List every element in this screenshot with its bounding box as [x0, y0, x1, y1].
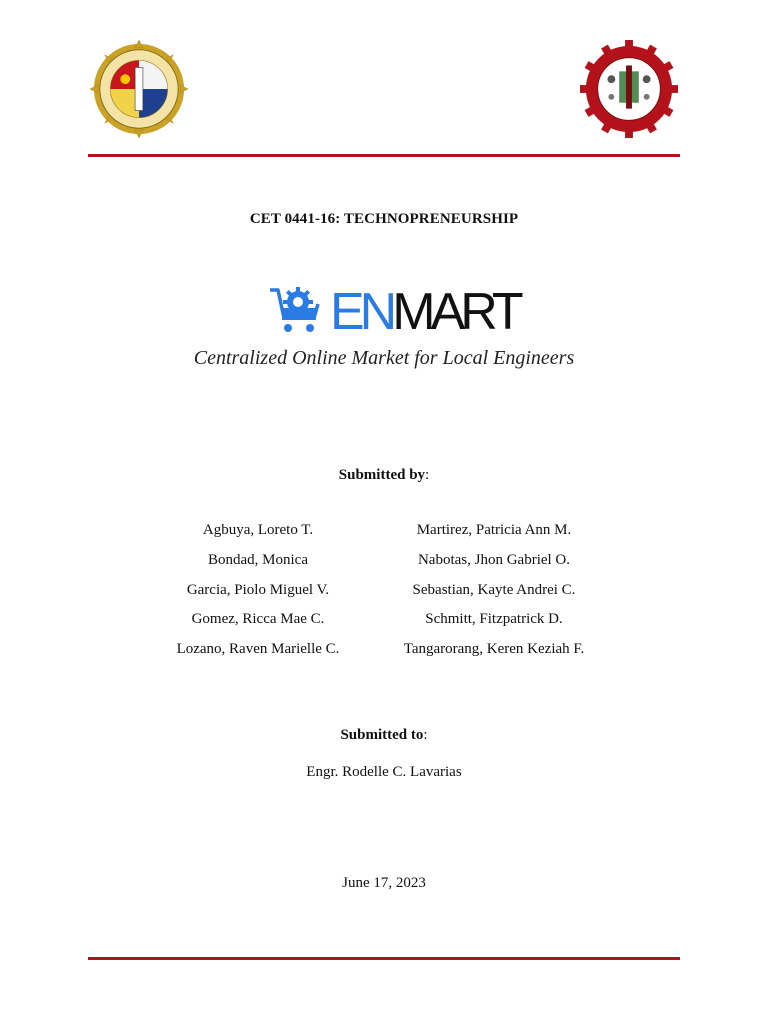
authors-left-column: [158, 518, 358, 667]
submission-date: June 17, 2023: [342, 875, 426, 891]
author-name: Martirez, Patricia Ann M.: [416, 522, 572, 538]
brand-en: EN: [330, 283, 393, 341]
course-title: CET 0441-16: TECHNOPRENEURSHIP: [249, 211, 519, 227]
brand-wordmark: [330, 283, 519, 341]
bottom-divider: [88, 957, 680, 960]
submitted-by-label: Submitted by:: [338, 467, 430, 483]
top-divider: [88, 154, 680, 157]
university-seal-icon: [90, 40, 188, 138]
submitted-to-label: Submitted to:: [340, 727, 428, 743]
author-name: Lozano, Raven Marielle C.: [176, 641, 340, 658]
author-name: Nabotas, Jhon Gabriel O.: [417, 551, 571, 568]
author-name: Bondad, Monica: [208, 551, 308, 568]
tagline: Centralized Online Market for Local Engineers: [193, 347, 575, 369]
author-name: Tangarorang, Keren Keziah F.: [403, 641, 585, 658]
author-name: Garcia, Piolo Miguel V.: [186, 581, 330, 598]
author-name: Gomez, Ricca Mae C.: [191, 611, 325, 628]
author-name: Agbuya, Loreto T.: [202, 522, 314, 538]
author-name: Schmitt, Fitzpatrick D.: [425, 611, 563, 628]
engineering-college-seal-icon: [580, 40, 678, 138]
enmart-logo: [268, 283, 519, 341]
shopping-cart-gear-icon: [268, 284, 324, 340]
author-name: Sebastian, Kayte Andrei C.: [412, 581, 576, 598]
brand-mart: MART: [392, 283, 519, 341]
authors-right-column: [394, 518, 594, 667]
adviser-name: Engr. Rodelle C. Lavarias: [306, 764, 462, 780]
